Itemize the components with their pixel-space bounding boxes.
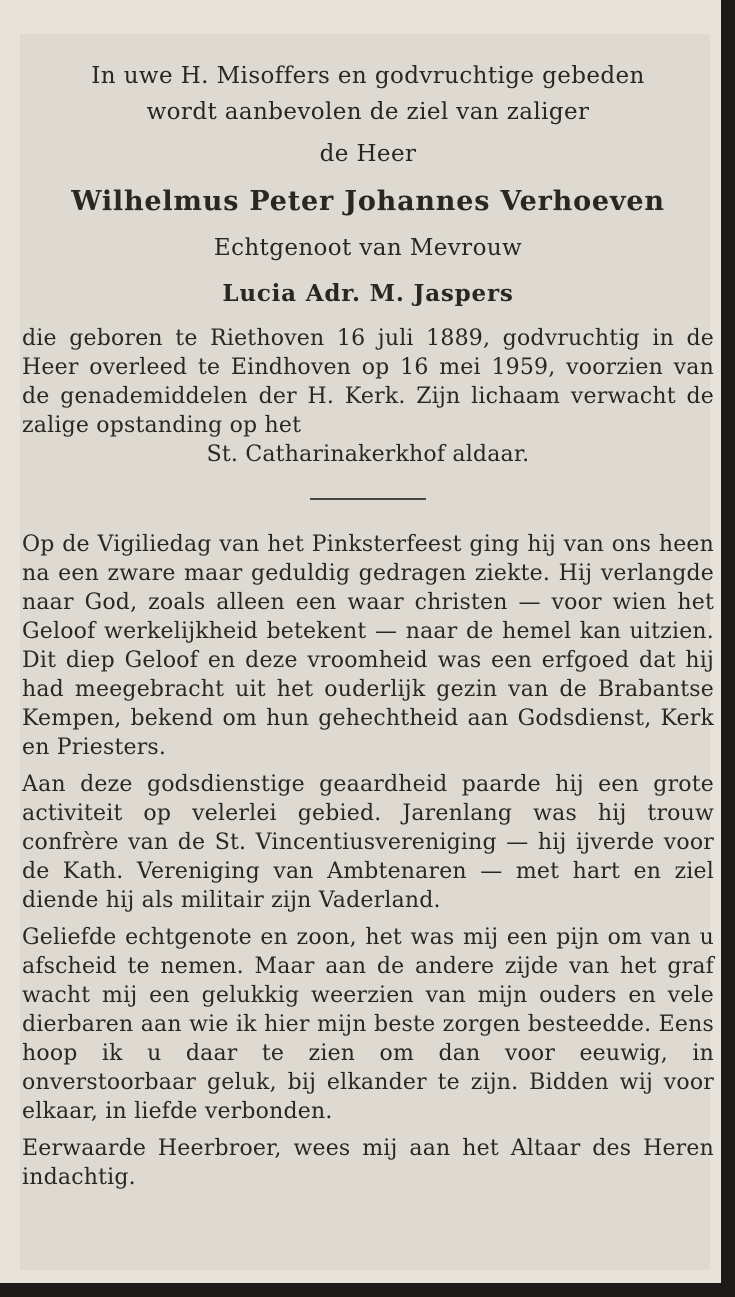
- paragraph-closing: Eerwaarde Heerbroer, wees mij aan het Altaar des Heren indachtig.: [22, 1136, 714, 1190]
- intro-line-1: In uwe H. Misoffers en godvruchtige gebeden: [91, 63, 645, 89]
- spouse-name: Lucia Adr. M. Jaspers: [222, 280, 514, 307]
- intro: [22, 58, 714, 130]
- spouse-label: Echtgenoot van Mevrouw: [213, 235, 523, 261]
- title-prefix: de Heer: [319, 141, 417, 167]
- card-shadow-bottom: [0, 1283, 735, 1297]
- paragraph-farewell: Geliefde echtgenote en zoon, het was mij een pijn om van u afscheid te nemen. Maar aan de andere zijde van het graf wacht mij een gelukkig weerzien van mijn ouders en vele dierbaren aan wie ik hier mijn beste zorgen besteedde. Eens hoop ik u daar te zien om dan voor eeuwig, in onverstoorbaar geluk, bij elkander te zijn. Bidden wij voor elkaar, in liefde verbonden.: [22, 925, 714, 1124]
- card-shadow-right: [721, 0, 735, 1297]
- birth-death-body: die geboren te Riethoven 16 juli 1889, godvruchtig in de Heer overleed te Eindhoven op 16 mei 1959, voorzien van de genademiddelen der H. Kerk. Zijn lichaam verwacht de zalige opstanding op het: [22, 326, 714, 438]
- paragraph-activities: Aan deze godsdienstige geaardheid paarde hij een grote activiteit op velerlei gebied. Jarenlang was hij trouw confrère van de St. Vincentiusvereniging — hij ijverde voor de Kath. Vereniging van Ambtenaren — met hart en ziel diende hij als militair zijn Vaderland.: [22, 772, 714, 913]
- deceased-name: Wilhelmus Peter Johannes Verhoeven: [71, 186, 665, 217]
- divider-line: [310, 498, 426, 500]
- intro-line-2: wordt aanbevolen de ziel van zaliger: [146, 99, 590, 125]
- card-text: [22, 58, 714, 1200]
- birth-death-last-line: St. Catharinakerkhof aldaar.: [206, 442, 530, 467]
- paragraph-faith: Op de Vigiliedag van het Pinksterfeest ging hij van ons heen na een zware maar geduldig gedragen ziekte. Hij verlangde naar God, zoals alleen een waar christen — voor wien het Geloof werkelijkheid betekent — naar de hemel kan uitzien. Dit diep Geloof en deze vroomheid was een erfgoed dat hij had meegebracht uit het ouderlijk gezin van de Brabantse Kempen, bekend om hun gehechtheid aan Godsdienst, Kerk en Priesters.: [22, 532, 714, 760]
- birth-death-text: [22, 324, 714, 469]
